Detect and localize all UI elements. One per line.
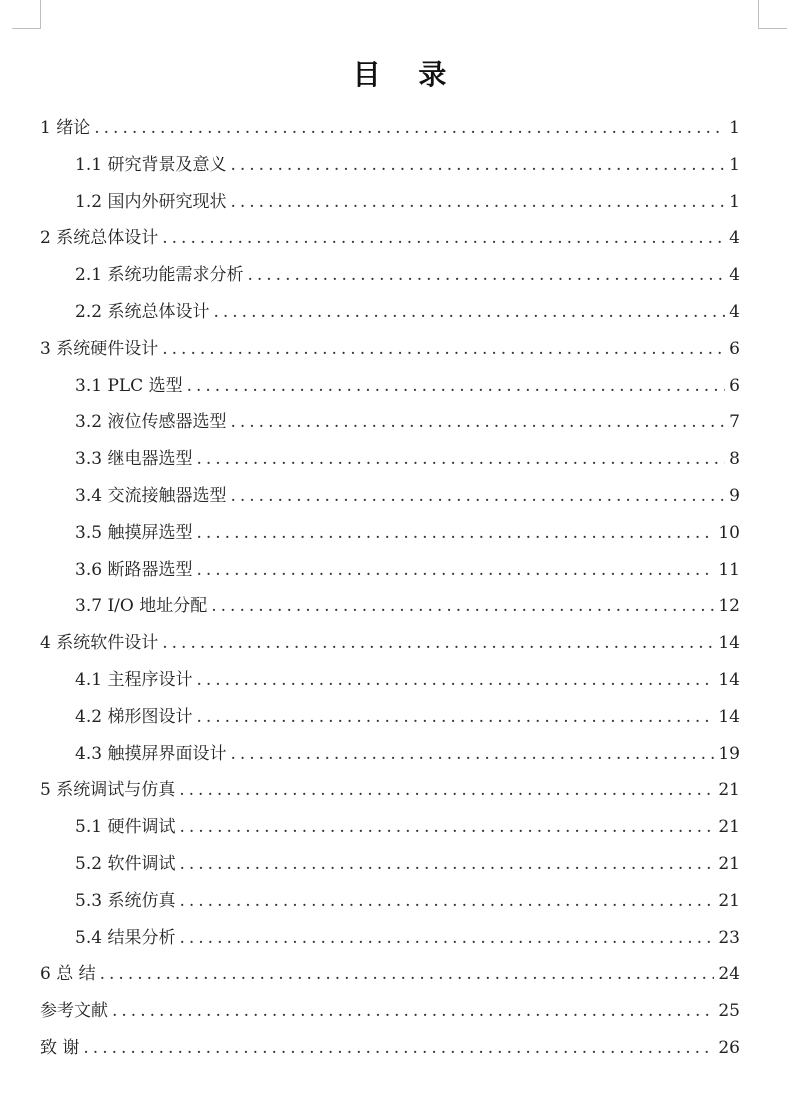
toc-entry[interactable] bbox=[40, 184, 740, 221]
toc-entry[interactable] bbox=[40, 772, 740, 809]
toc-entry-page-number: 9 bbox=[729, 485, 740, 506]
toc-dot-leader bbox=[230, 736, 714, 773]
toc-entry-page-number: 23 bbox=[718, 927, 740, 948]
toc-entry-label: 3.3 继电器选型 bbox=[75, 449, 193, 470]
toc-entry-label: 5 系统调试与仿真 bbox=[40, 780, 176, 801]
toc-entry-page-number: 14 bbox=[718, 669, 740, 690]
toc-dot-leader bbox=[100, 956, 715, 993]
toc-dot-leader bbox=[213, 294, 725, 331]
toc-entry[interactable] bbox=[40, 478, 740, 515]
toc-dot-leader bbox=[179, 920, 714, 957]
toc-entry-page-number: 6 bbox=[729, 338, 740, 359]
toc-dot-leader bbox=[230, 478, 725, 515]
toc-entry-page-number: 6 bbox=[729, 375, 740, 396]
toc-entry-page-number: 12 bbox=[718, 596, 740, 617]
toc-entry[interactable] bbox=[40, 552, 740, 589]
toc-entry-label: 3 系统硬件设计 bbox=[40, 338, 159, 359]
toc-entry[interactable] bbox=[40, 993, 740, 1030]
toc-entry-label: 4 系统软件设计 bbox=[40, 633, 159, 654]
toc-entry-label: 参考文献 bbox=[40, 1001, 108, 1022]
toc-dot-leader bbox=[179, 772, 714, 809]
toc-dot-leader bbox=[196, 515, 714, 552]
toc-dot-leader bbox=[196, 441, 725, 478]
toc-dot-leader bbox=[94, 110, 725, 147]
toc-entry[interactable] bbox=[40, 846, 740, 883]
toc-dot-leader bbox=[230, 404, 725, 441]
toc-entry-page-number: 14 bbox=[718, 633, 740, 654]
toc-entry[interactable] bbox=[40, 294, 740, 331]
toc-entry-label: 2 系统总体设计 bbox=[40, 228, 159, 249]
toc-entry-label: 3.7 I/O 地址分配 bbox=[75, 596, 208, 617]
toc-entry-page-number: 8 bbox=[729, 449, 740, 470]
toc-dot-leader bbox=[211, 588, 714, 625]
toc-entry-page-number: 24 bbox=[718, 964, 740, 985]
toc-dot-leader bbox=[230, 184, 725, 221]
toc-entry[interactable] bbox=[40, 515, 740, 552]
toc-entry[interactable] bbox=[40, 662, 740, 699]
toc-entry[interactable] bbox=[40, 588, 740, 625]
toc-entry-label: 4.1 主程序设计 bbox=[75, 669, 193, 690]
toc-entry-page-number: 1 bbox=[729, 191, 740, 212]
toc-dot-leader bbox=[112, 993, 714, 1030]
toc-entry-label: 5.3 系统仿真 bbox=[75, 890, 176, 911]
toc-entry-label: 3.4 交流接触器选型 bbox=[75, 485, 227, 506]
toc-entry-label: 致 谢 bbox=[40, 1037, 80, 1058]
toc-entry[interactable] bbox=[40, 736, 740, 773]
toc-dot-leader bbox=[162, 625, 714, 662]
toc-entry-label: 2.2 系统总体设计 bbox=[75, 301, 210, 322]
toc-entry-label: 4.3 触摸屏界面设计 bbox=[75, 743, 227, 764]
toc-entry-label: 1.2 国内外研究现状 bbox=[75, 191, 227, 212]
toc-entry[interactable] bbox=[40, 220, 740, 257]
page-corner-mark-top-left bbox=[12, 0, 41, 29]
toc-entry-label: 5.4 结果分析 bbox=[75, 927, 176, 948]
toc-dot-leader bbox=[179, 883, 714, 920]
toc-entry-page-number: 11 bbox=[718, 559, 740, 580]
toc-entry[interactable] bbox=[40, 920, 740, 957]
toc-entry[interactable] bbox=[40, 368, 740, 405]
toc-entry-label: 3.1 PLC 选型 bbox=[75, 375, 183, 396]
toc-entry[interactable] bbox=[40, 257, 740, 294]
toc-entry-page-number: 21 bbox=[718, 780, 740, 801]
toc-entry-label: 2.1 系统功能需求分析 bbox=[75, 265, 244, 286]
toc-entry-page-number: 26 bbox=[718, 1037, 740, 1058]
toc-entry[interactable] bbox=[40, 404, 740, 441]
toc-dot-leader bbox=[196, 662, 714, 699]
toc-entry[interactable] bbox=[40, 441, 740, 478]
toc-entry-label: 3.5 触摸屏选型 bbox=[75, 522, 193, 543]
toc-entry[interactable] bbox=[40, 625, 740, 662]
toc-dot-leader bbox=[187, 368, 726, 405]
toc-entry-label: 3.2 液位传感器选型 bbox=[75, 412, 227, 433]
toc-entry-page-number: 1 bbox=[729, 118, 740, 138]
toc-entry[interactable] bbox=[40, 699, 740, 736]
toc-dot-leader bbox=[179, 809, 714, 846]
toc-entry-page-number: 19 bbox=[718, 743, 740, 764]
toc-dot-leader bbox=[196, 699, 714, 736]
toc-dot-leader bbox=[247, 257, 725, 294]
toc-entry-label: 1 绪论 bbox=[40, 118, 91, 138]
toc-entry-page-number: 21 bbox=[718, 853, 740, 874]
toc-dot-leader bbox=[162, 331, 725, 368]
toc-entry[interactable] bbox=[40, 809, 740, 846]
toc-entry-page-number: 25 bbox=[718, 1001, 740, 1022]
toc-entry[interactable] bbox=[40, 110, 740, 147]
toc-entry-label: 5.1 硬件调试 bbox=[75, 817, 176, 838]
toc-entry-page-number: 14 bbox=[718, 706, 740, 727]
toc-dot-leader bbox=[162, 220, 725, 257]
toc-entry[interactable] bbox=[40, 147, 740, 184]
toc-entry-page-number: 21 bbox=[718, 890, 740, 911]
toc-entry-page-number: 10 bbox=[718, 522, 740, 543]
toc-dot-leader bbox=[179, 846, 714, 883]
toc-entry[interactable] bbox=[40, 331, 740, 368]
toc-entry-page-number: 4 bbox=[729, 265, 740, 286]
toc-dot-leader bbox=[196, 552, 714, 589]
toc-entry-label: 6 总 结 bbox=[40, 964, 96, 985]
page-corner-mark-top-right bbox=[758, 0, 787, 29]
toc-title: 目 录 bbox=[352, 57, 461, 91]
toc-dot-leader bbox=[83, 1030, 714, 1067]
toc-dot-leader bbox=[230, 147, 725, 184]
toc-entry-label: 4.2 梯形图设计 bbox=[75, 706, 193, 727]
toc-entry-page-number: 7 bbox=[729, 412, 740, 433]
toc-entry-page-number: 4 bbox=[729, 228, 740, 249]
toc-entry-label: 5.2 软件调试 bbox=[75, 853, 176, 874]
toc-entry[interactable] bbox=[40, 956, 740, 993]
toc-entry-page-number: 1 bbox=[729, 154, 740, 175]
toc-entry-label: 3.6 断路器选型 bbox=[75, 559, 193, 580]
toc-entry-page-number: 4 bbox=[729, 301, 740, 322]
toc-entry-page-number: 21 bbox=[718, 817, 740, 838]
toc-entry[interactable] bbox=[40, 1030, 740, 1067]
table-of-contents bbox=[40, 110, 740, 1067]
toc-entry-label: 1.1 研究背景及意义 bbox=[75, 154, 227, 175]
toc-entry[interactable] bbox=[40, 883, 740, 920]
